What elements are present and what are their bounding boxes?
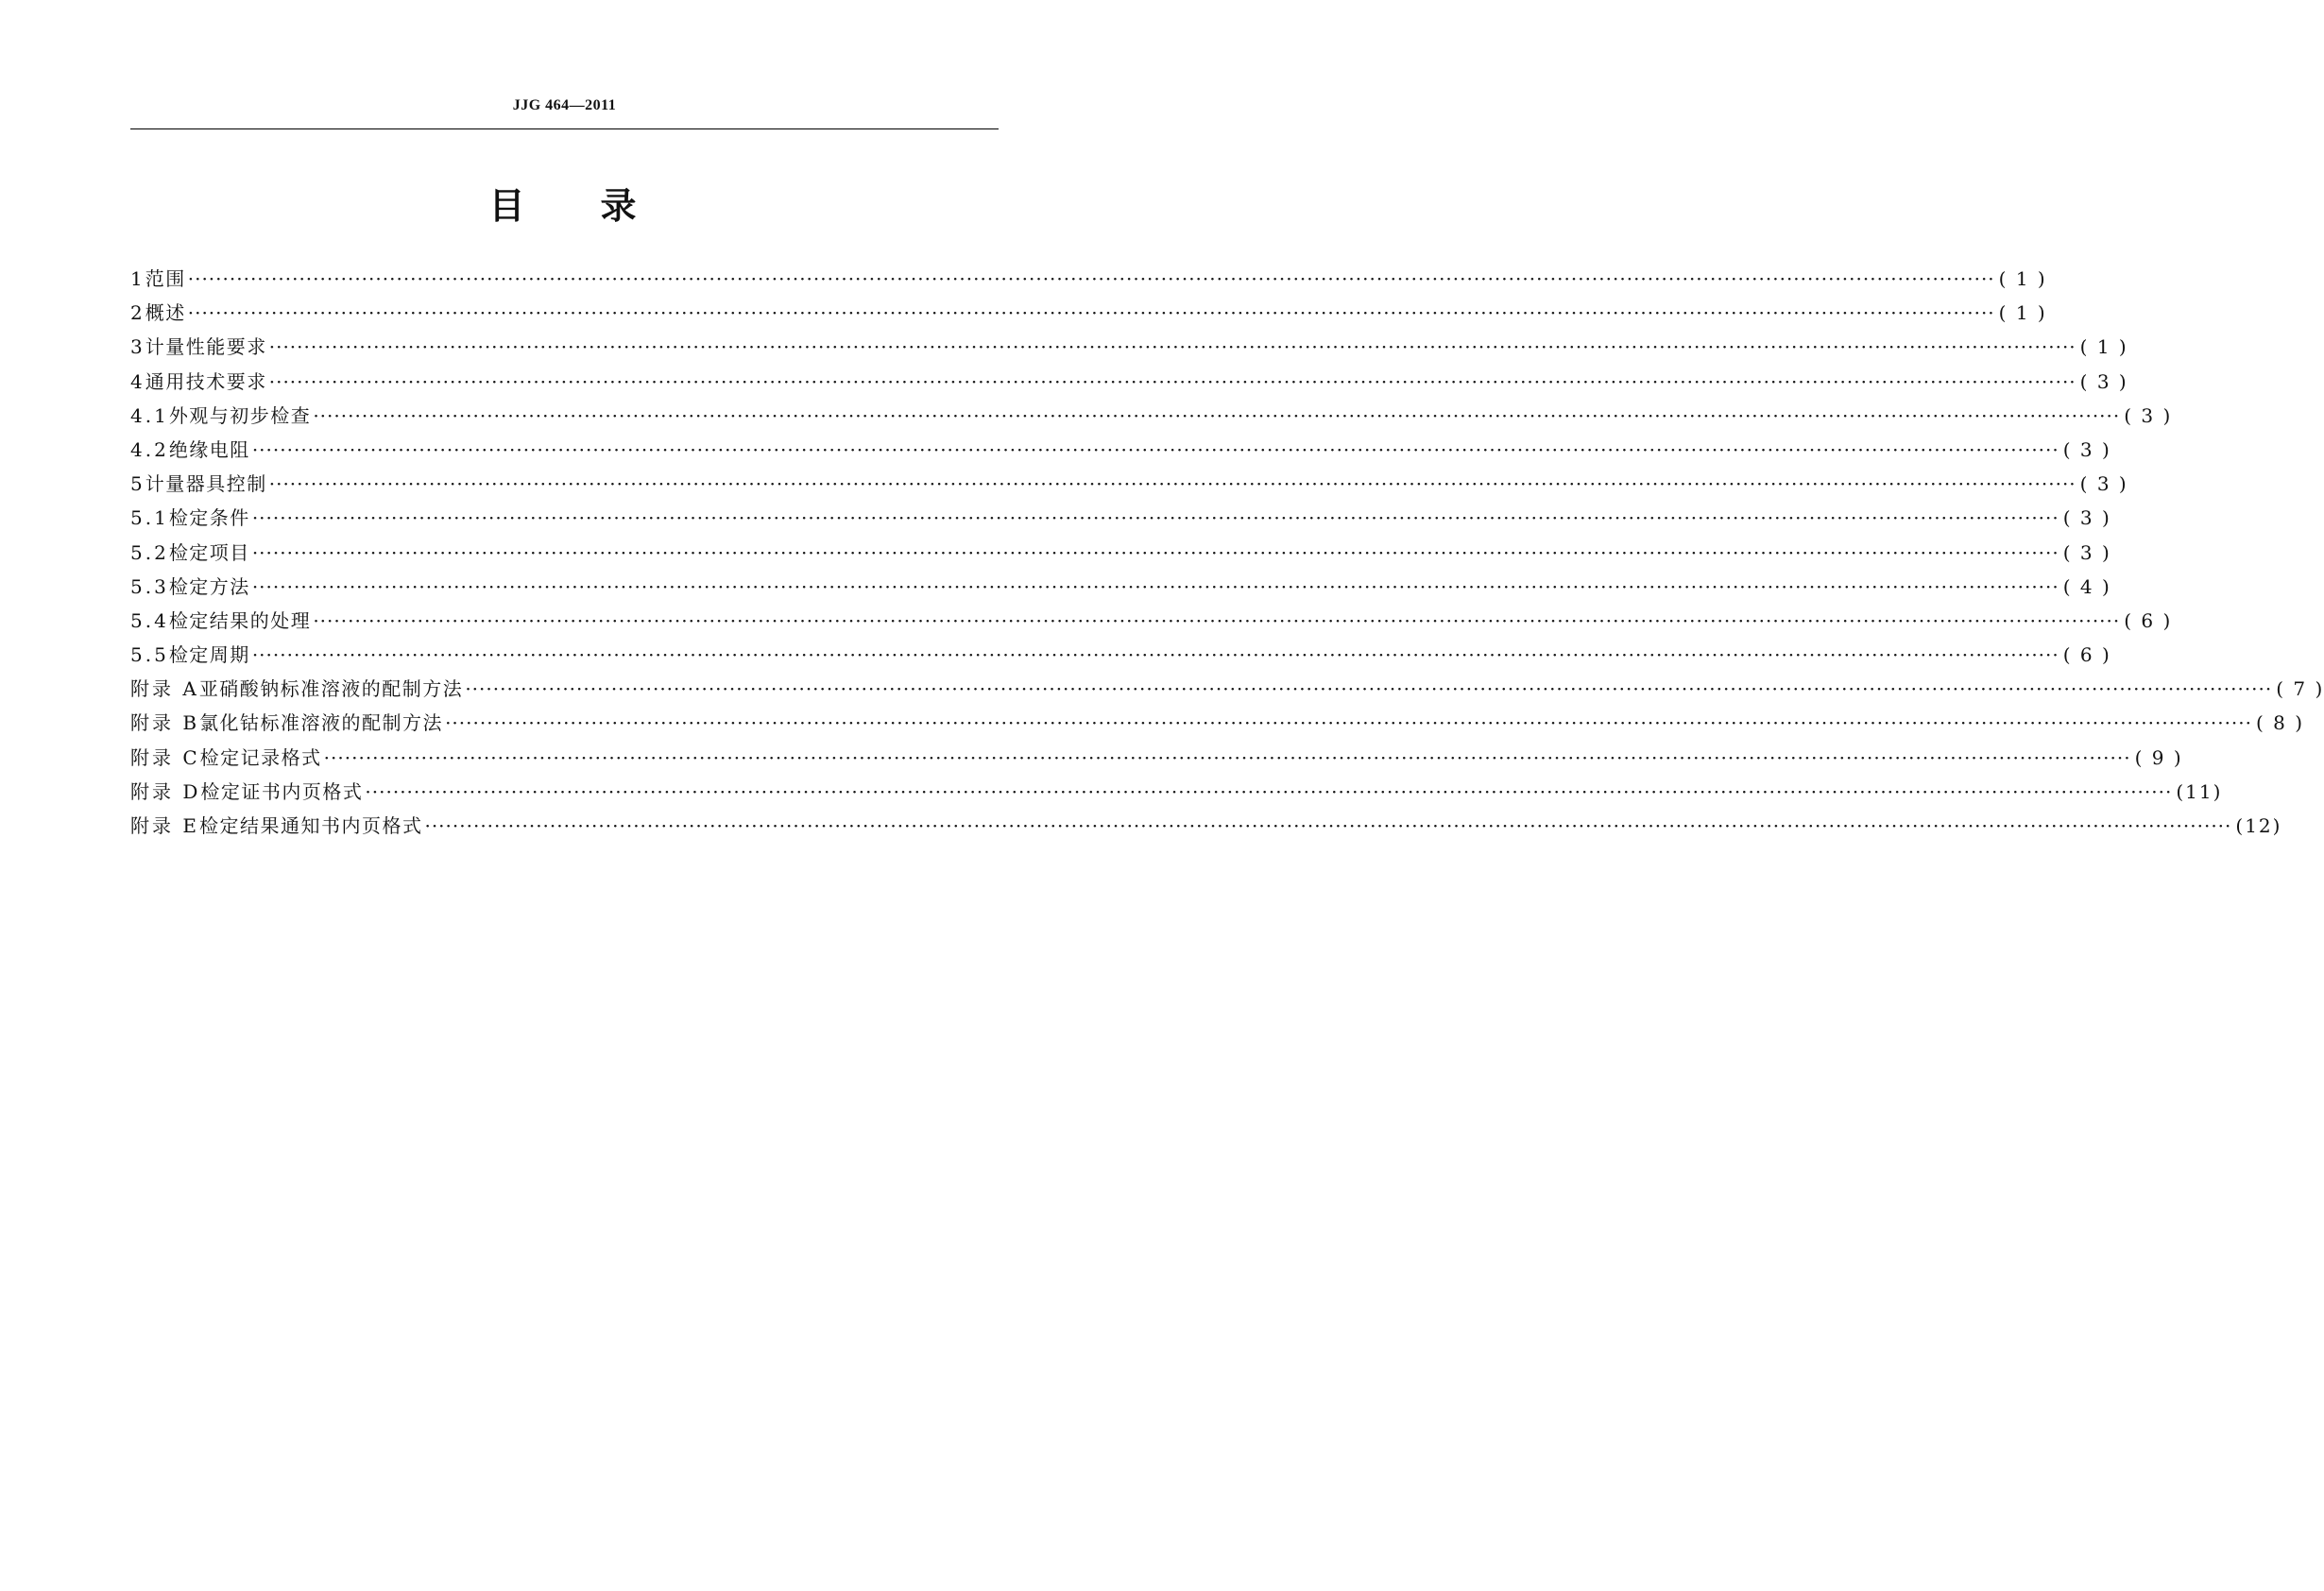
dot-leader: ···································································································································································································································································· — [313, 403, 2121, 427]
toc-entry-number: 附录 B — [130, 711, 200, 735]
toc-entry-label: 范围 — [145, 267, 186, 290]
toc-entry-number: 附录 C — [130, 745, 200, 769]
toc-entry-label: 检定方法 — [168, 574, 250, 598]
toc-entry-page: ( 3 ) — [2062, 437, 2111, 461]
toc-entry[interactable] — [130, 501, 2111, 535]
toc-entry-number: 5.2 — [130, 540, 169, 564]
dot-leader: ···································································································································································································································································· — [424, 814, 2232, 837]
toc-entry-page: ( 1 ) — [1998, 267, 2047, 290]
toc-entry[interactable] — [130, 330, 2128, 364]
toc-entry-label: 检定证书内页格式 — [200, 779, 364, 803]
toc-entry[interactable] — [130, 604, 2173, 638]
dot-leader: ···································································································································································································································································· — [187, 301, 1995, 325]
toc-entry-label: 计量器具控制 — [145, 472, 267, 496]
dot-leader: ···································································································································································································································································· — [268, 472, 2076, 496]
toc-entry[interactable] — [130, 809, 2282, 843]
toc-entry[interactable] — [130, 296, 2047, 330]
toc-entry-number: 2 — [130, 301, 145, 325]
toc-entry[interactable] — [130, 536, 2111, 570]
toc-entry-label: 外观与初步检查 — [168, 403, 312, 427]
toc-entry-page: ( 3 ) — [2079, 472, 2128, 496]
toc-entry[interactable] — [130, 399, 2173, 433]
toc-entry-page: ( 7 ) — [2276, 677, 2324, 701]
toc-entry-page: ( 3 ) — [2062, 540, 2111, 564]
toc-entry-number: 5 — [130, 472, 145, 496]
toc-entry-number: 4 — [130, 369, 145, 393]
toc-entry-number: 5.4 — [130, 608, 169, 632]
toc-entry-label: 概述 — [145, 301, 186, 325]
table-of-contents — [130, 262, 2324, 843]
dot-leader: ···································································································································································································································································· — [313, 608, 2121, 632]
dot-leader: ···································································································································································································································································· — [187, 267, 1995, 290]
toc-entry[interactable] — [130, 467, 2128, 501]
toc-entry-number: 附录 D — [130, 779, 201, 803]
header-rule — [130, 128, 999, 129]
toc-entry-label: 氯化钴标准溶液的配制方法 — [199, 711, 444, 735]
toc-entry[interactable] — [130, 365, 2128, 399]
toc-entry[interactable] — [130, 706, 2305, 740]
toc-entry-page: (11) — [2176, 779, 2223, 803]
toc-entry-number: 附录 E — [130, 814, 199, 837]
toc-entry[interactable] — [130, 262, 2047, 296]
toc-entry-number: 5.3 — [130, 574, 169, 598]
dot-leader: ···································································································································································································································································· — [251, 506, 2059, 530]
toc-entry-label: 通用技术要求 — [145, 369, 267, 393]
toc-entry-page: ( 8 ) — [2256, 711, 2305, 735]
toc-entry-label: 计量性能要求 — [145, 335, 267, 359]
toc-entry-number: 5.1 — [130, 506, 169, 530]
toc-entry-page: ( 9 ) — [2134, 745, 2183, 769]
toc-entry[interactable] — [130, 570, 2111, 604]
toc-entry-label: 亚硝酸钠标准溶液的配制方法 — [198, 677, 464, 701]
toc-entry-number: 4.2 — [130, 437, 169, 461]
toc-entry-page: ( 1 ) — [1998, 301, 2047, 325]
dot-leader: ···································································································································································································································································· — [251, 437, 2059, 461]
toc-entry-page: ( 4 ) — [2062, 574, 2111, 598]
toc-entry-page: ( 1 ) — [2079, 335, 2128, 359]
toc-entry[interactable] — [130, 775, 2223, 809]
toc-entry-page: ( 3 ) — [2124, 403, 2173, 427]
dot-leader: ···································································································································································································································································· — [323, 745, 2131, 769]
dot-leader: ···································································································································································································································································· — [268, 335, 2076, 359]
toc-entry-label: 检定结果通知书内页格式 — [198, 814, 423, 837]
toc-entry-page: ( 6 ) — [2124, 608, 2173, 632]
toc-entry-label: 检定条件 — [168, 506, 250, 530]
toc-entry-label: 检定记录格式 — [199, 745, 322, 769]
dot-leader: ···································································································································································································································································· — [365, 779, 2173, 803]
toc-entry[interactable] — [130, 672, 2324, 706]
toc-entry[interactable] — [130, 433, 2111, 467]
page-title: 目录 — [488, 185, 712, 227]
dot-leader: ···································································································································································································································································· — [445, 711, 2252, 735]
toc-entry-page: ( 6 ) — [2062, 643, 2111, 667]
dot-leader: ···································································································································································································································································· — [251, 574, 2059, 598]
toc-entry-label: 检定结果的处理 — [168, 608, 312, 632]
dot-leader: ···································································································································································································································································· — [465, 677, 2273, 701]
toc-entry-page: ( 3 ) — [2062, 506, 2111, 530]
toc-entry[interactable] — [130, 638, 2111, 672]
toc-entry[interactable] — [130, 741, 2183, 775]
dot-leader: ···································································································································································································································································· — [251, 643, 2059, 667]
toc-entry-number: 3 — [130, 335, 145, 359]
dot-leader: ···································································································································································································································································· — [251, 540, 2059, 564]
toc-entry-label: 检定项目 — [168, 540, 250, 564]
toc-entry-label: 绝缘电阻 — [168, 437, 250, 461]
toc-entry-page: (12) — [2235, 814, 2282, 837]
document-code: JJG 464—2011 — [512, 97, 617, 113]
toc-entry-number: 5.5 — [130, 643, 169, 667]
dot-leader: ···································································································································································································································································· — [268, 369, 2076, 393]
toc-entry-number: 附录 A — [130, 677, 199, 701]
toc-entry-page: ( 3 ) — [2079, 369, 2128, 393]
toc-entry-label: 检定周期 — [168, 643, 250, 667]
toc-entry-number: 4.1 — [130, 403, 169, 427]
toc-entry-number: 1 — [130, 267, 145, 290]
